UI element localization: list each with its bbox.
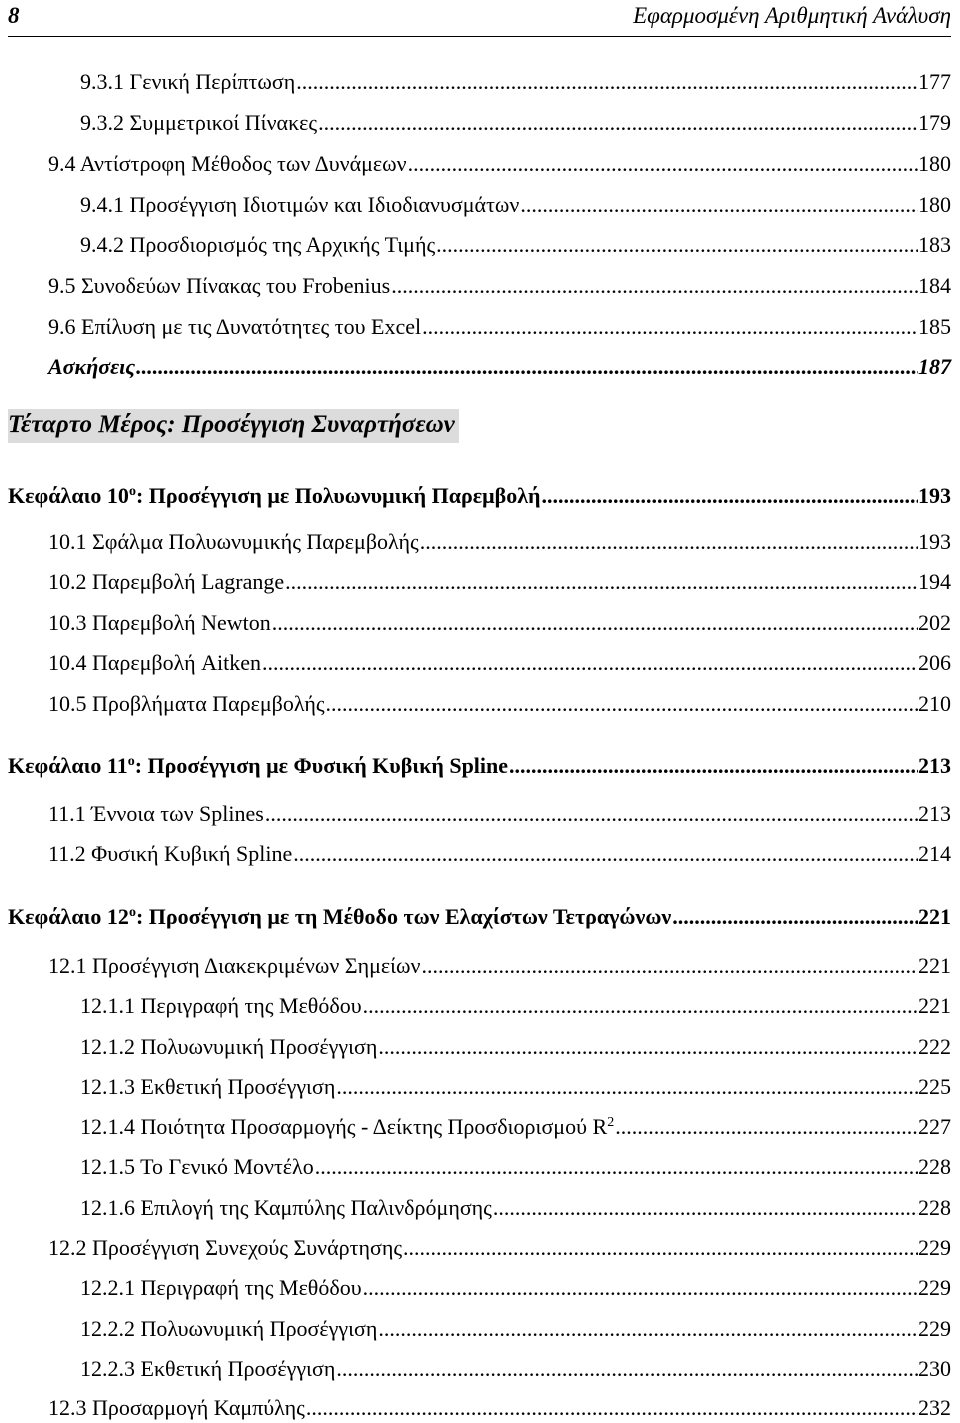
toc-entry-page: 214 bbox=[918, 841, 951, 866]
leader-dots bbox=[519, 190, 918, 220]
toc-entry[interactable] bbox=[48, 1233, 951, 1263]
superscript: 2 bbox=[607, 1115, 615, 1130]
chapter-title: Κεφάλαιο $10^o$: Προσέγγιση με Πολυωνυμική Παρεμβολή bbox=[8, 483, 541, 508]
toc-entry-page: 222 bbox=[918, 1034, 951, 1059]
toc-entry-title: 12.1 Προσέγγιση Διακεκριμένων Σημείων bbox=[48, 953, 421, 978]
page-header bbox=[8, 0, 951, 37]
leader-dots bbox=[419, 527, 918, 557]
leader-dots bbox=[335, 1354, 918, 1384]
leader-dots bbox=[492, 1193, 918, 1223]
toc-entry-page: 227 bbox=[918, 1114, 951, 1139]
toc-entry[interactable] bbox=[80, 1112, 951, 1142]
toc-entry[interactable] bbox=[80, 1354, 951, 1384]
toc-entry-title: 9.4.1 Προσέγγιση Ιδιοτιμών και Ιδιοδιανυσμάτων bbox=[80, 192, 520, 217]
toc-entry[interactable] bbox=[48, 527, 951, 557]
toc-entry[interactable] bbox=[48, 608, 951, 638]
toc-chapter[interactable] bbox=[8, 481, 951, 511]
toc-entry-title: 12.1.1 Περιγραφή της Μεθόδου bbox=[80, 993, 362, 1018]
leader-dots bbox=[292, 839, 918, 869]
toc-entry-title: 10.4 Παρεμβολή Aitken bbox=[48, 650, 261, 675]
toc-entry-page: 229 bbox=[918, 1235, 951, 1260]
toc-entry[interactable] bbox=[80, 991, 951, 1021]
toc-entry[interactable] bbox=[48, 271, 951, 301]
leader-dots bbox=[390, 271, 918, 301]
toc-entry-page: 210 bbox=[918, 691, 951, 716]
toc-entry-title: 12.1.4 Ποιότητα Προσαρμογής - Δείκτης Προσδιορισμού $R^2$ bbox=[80, 1114, 615, 1139]
toc-entry-title: 12.2 Προσέγγιση Συνεχούς Συνάρτησης bbox=[48, 1235, 403, 1260]
chapter-page: 221 bbox=[918, 904, 951, 929]
toc-entry-page: 232 bbox=[918, 1395, 951, 1420]
toc-chapter[interactable] bbox=[8, 902, 951, 932]
leader-dots bbox=[402, 1233, 918, 1263]
chapter-page: 213 bbox=[918, 753, 951, 778]
toc-entry-title: 9.4.2 Προσδιορισμός της Αρχικής Τιμής bbox=[80, 232, 436, 257]
toc-entry-page: 225 bbox=[918, 1074, 951, 1099]
toc-entry-title: 11.1 Έννοια των Splines bbox=[48, 801, 264, 826]
leader-dots bbox=[295, 67, 918, 97]
toc-entry-exercises[interactable] bbox=[48, 352, 951, 382]
toc-entry-title: 9.5 Συνοδεύων Πίνακας του Frobenius bbox=[48, 273, 391, 298]
leader-dots bbox=[261, 648, 918, 678]
toc-entry-page: 206 bbox=[918, 650, 951, 675]
toc-entry[interactable] bbox=[80, 1193, 951, 1223]
leader-dots bbox=[271, 608, 918, 638]
chapter-title: Κεφάλαιο $11^o$: Προσέγγιση με Φυσική Κυβική Spline bbox=[8, 753, 509, 778]
toc-entry-title: 12.1.2 Πολυωνυμική Προσέγγιση bbox=[80, 1034, 378, 1059]
toc-entry-title: 12.2.3 Εκθετική Προσέγγιση bbox=[80, 1356, 336, 1381]
toc-entry-title: 10.5 Προβλήματα Παρεμβολής bbox=[48, 691, 325, 716]
toc-entry-title: 10.1 Σφάλμα Πολυωνυμικής Παρεμβολής bbox=[48, 529, 419, 554]
leader-dots bbox=[317, 108, 918, 138]
toc-entry-page: 228 bbox=[918, 1154, 951, 1179]
toc-entry-title: 10.3 Παρεμβολή Newton bbox=[48, 610, 271, 635]
leader-dots bbox=[305, 1393, 918, 1423]
toc-entry-page: 229 bbox=[918, 1275, 951, 1300]
toc-entry[interactable] bbox=[80, 1273, 951, 1303]
toc-entry-page: 177 bbox=[918, 69, 951, 94]
leader-dots bbox=[362, 1273, 918, 1303]
toc-entry-page: 221 bbox=[918, 953, 951, 978]
toc-entry[interactable] bbox=[80, 108, 951, 138]
leader-dots bbox=[420, 951, 918, 981]
toc-entry[interactable] bbox=[80, 1072, 951, 1102]
toc-entry[interactable] bbox=[80, 67, 951, 97]
toc-entry-page: 185 bbox=[918, 314, 951, 339]
toc-entry-page: 230 bbox=[918, 1356, 951, 1381]
leader-dots bbox=[335, 1072, 918, 1102]
leader-dots bbox=[377, 1032, 918, 1062]
chapter-page: 193 bbox=[918, 483, 951, 508]
toc-chapter[interactable] bbox=[8, 751, 951, 781]
toc-entry-title: 10.2 Παρεμβολή Lagrange bbox=[48, 569, 285, 594]
toc-entry-page: 213 bbox=[918, 801, 951, 826]
toc-entry-page: 194 bbox=[918, 569, 951, 594]
toc-entry-page: 221 bbox=[918, 993, 951, 1018]
toc-entry[interactable] bbox=[80, 190, 951, 220]
toc-entry-title: 12.1.6 Επιλογή της Καμπύλης Παλινδρόμησης bbox=[80, 1195, 492, 1220]
leader-dots bbox=[325, 689, 918, 719]
toc-entry[interactable] bbox=[80, 230, 951, 260]
leader-dots bbox=[541, 481, 918, 511]
toc-entry-title: 12.1.5 Το Γενικό Μοντέλο bbox=[80, 1154, 314, 1179]
toc-entry-page: 202 bbox=[918, 610, 951, 635]
toc-entry-title: 9.3.1 Γενική Περίπτωση bbox=[80, 69, 296, 94]
leader-dots bbox=[314, 1152, 918, 1182]
leader-dots bbox=[284, 567, 918, 597]
toc-entry-page: 180 bbox=[918, 151, 951, 176]
toc-entry-title: Ασκήσεις bbox=[48, 354, 136, 379]
toc-entry-page: 183 bbox=[918, 232, 951, 257]
toc-entry[interactable] bbox=[48, 648, 951, 678]
toc-entry-title: 11.2 Φυσική Κυβική Spline bbox=[48, 841, 293, 866]
leader-dots bbox=[407, 149, 918, 179]
toc-entry-page: 228 bbox=[918, 1195, 951, 1220]
toc-entry[interactable] bbox=[48, 1393, 951, 1423]
toc-entry-title: 12.1.3 Εκθετική Προσέγγιση bbox=[80, 1074, 336, 1099]
toc-entry[interactable] bbox=[80, 1152, 951, 1182]
toc-entry-page: 187 bbox=[918, 354, 951, 379]
toc-entry-page: 229 bbox=[918, 1316, 951, 1341]
toc-entry-title: 9.3.2 Συμμετρικοί Πίνακες bbox=[80, 110, 318, 135]
leader-dots bbox=[435, 230, 918, 260]
part-title: Τέταρτο Μέρος: Προσέγγιση Συναρτήσεων bbox=[8, 409, 459, 443]
toc-entry[interactable] bbox=[48, 839, 951, 869]
toc-entry-page: 180 bbox=[918, 192, 951, 217]
toc-entry-page: 193 bbox=[918, 529, 951, 554]
leader-dots bbox=[377, 1314, 918, 1344]
toc-entry[interactable] bbox=[80, 1314, 951, 1344]
toc-entry[interactable] bbox=[80, 1032, 951, 1062]
page-number: 8 bbox=[8, 3, 20, 28]
toc-entry[interactable] bbox=[48, 312, 951, 342]
toc-entry-title: 12.2.1 Περιγραφή της Μεθόδου bbox=[80, 1275, 362, 1300]
toc-entry[interactable] bbox=[48, 567, 951, 597]
leader-dots bbox=[614, 1112, 918, 1142]
toc-entry-title: 12.3 Προσαρμογή Καμπύλης bbox=[48, 1395, 305, 1420]
book-title: Εφαρμοσμένη Αριθμητική Ανάλυση bbox=[633, 3, 951, 28]
leader-dots bbox=[264, 799, 918, 829]
toc-entry-title: 9.6 Επίλυση με τις Δυνατότητες του Excel bbox=[48, 314, 422, 339]
toc-entry-title: 9.4 Αντίστροφη Μέθοδος των Δυνάμεων bbox=[48, 151, 407, 176]
toc-entry[interactable] bbox=[48, 149, 951, 179]
leader-dots bbox=[671, 902, 918, 932]
chapter-title: Κεφάλαιο $12^o$: Προσέγγιση με τη Μέθοδο των Ελαχίστων Τετραγώνων bbox=[8, 904, 672, 929]
toc-entry[interactable] bbox=[48, 799, 951, 829]
leader-dots bbox=[508, 751, 918, 781]
leader-dots bbox=[135, 352, 918, 382]
toc-entry-page: 179 bbox=[918, 110, 951, 135]
toc-entry[interactable] bbox=[48, 689, 951, 719]
toc-entry-title: 12.2.2 Πολυωνυμική Προσέγγιση bbox=[80, 1316, 378, 1341]
leader-dots bbox=[421, 312, 918, 342]
toc-entry-page: 184 bbox=[918, 273, 951, 298]
leader-dots bbox=[362, 991, 918, 1021]
toc-entry[interactable] bbox=[48, 951, 951, 981]
